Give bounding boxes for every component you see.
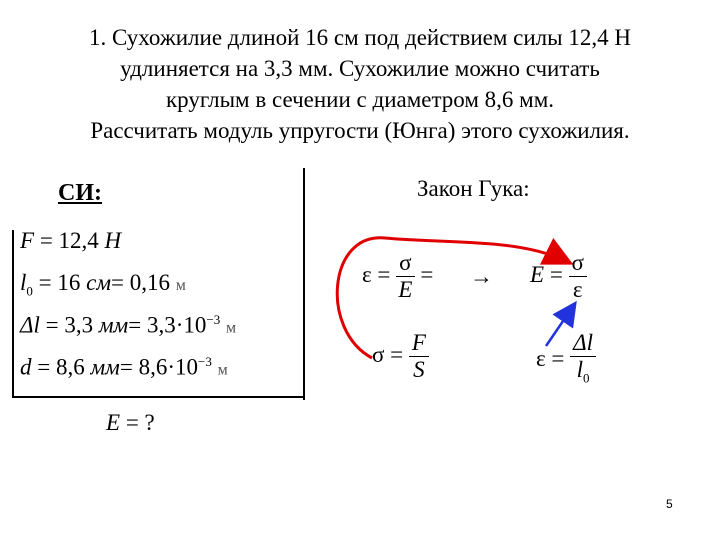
unknown-modulus: E = ? xyxy=(106,410,155,435)
problem-line-1: 1. Сухожилие длиной 16 см под действием силы 12,4 Н xyxy=(89,25,631,50)
hooke-law-label: Закон Гука: xyxy=(417,176,530,201)
given-length: $l_0 = 16$ см= 0,16 м xyxy=(20,270,186,299)
given-elongation: Δl = 3,3 $мм= 3,3\cdot 10^{-3}$ м xyxy=(20,312,237,338)
problem-line-3: круглым в сечении с диаметром 8,6 мм. xyxy=(165,87,555,112)
given-force: F = 12,4 Н xyxy=(20,228,122,253)
page-number: 5 xyxy=(666,497,673,511)
si-label: СИ: xyxy=(58,180,102,206)
problem-line-2: удлиняется на 3,3 мм. Сухожилие можно считать xyxy=(120,56,600,81)
formula-stress: σ = $\frac{F}{S}$ xyxy=(372,330,429,383)
formula-strain-stress: ε = $\frac{\sigma}{E}$ = xyxy=(362,250,434,302)
formula-young-modulus: E = $\frac{\sigma}{\varepsilon}$ xyxy=(530,250,587,303)
blue-substitution-arrow xyxy=(546,305,574,346)
problem-line-4: Рассчитать модуль упругости (Юнга) этого сухожилия. xyxy=(90,118,630,143)
red-substitution-arrow xyxy=(337,238,568,358)
implies-arrow: → xyxy=(470,264,493,289)
formula-strain: ε = $\frac{\Delta l}{l_0}$ xyxy=(536,330,596,392)
given-diameter: d = 8,6 $мм= 8,6\cdot 10^{-3}$ м xyxy=(20,354,228,380)
